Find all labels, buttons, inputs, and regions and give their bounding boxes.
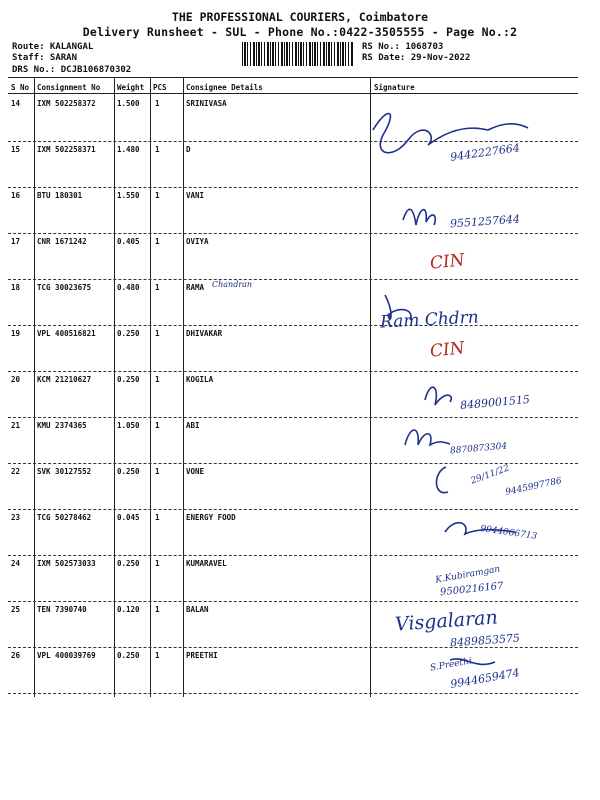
handwritten-signature: CIN xyxy=(429,250,466,274)
row-pcs: 1 xyxy=(155,375,160,384)
signature-scribble xyxy=(398,200,568,270)
col-pcs-header: PCS xyxy=(153,83,167,92)
handwritten-signature: 9551257644 xyxy=(449,212,521,231)
row-consignment: IXM 502258371 xyxy=(37,145,96,154)
row-consignment: KMU 2374365 xyxy=(37,421,87,430)
handwritten-signature: 8489001515 xyxy=(459,392,531,413)
row-weight: 0.250 xyxy=(117,651,140,660)
rs-date: RS Date: 29-Nov-2022 xyxy=(362,53,471,63)
handwritten-signature: 9445997786 xyxy=(504,476,563,498)
handwritten-signature: 9442227664 xyxy=(449,141,521,164)
header-top-rule xyxy=(8,77,578,78)
row-consignment: VPL 400039769 xyxy=(37,651,96,660)
handwritten-signature: K.Kubiramgan xyxy=(434,564,502,586)
row-pcs: 1 xyxy=(155,99,160,108)
col-signature-header: Signature xyxy=(374,83,415,92)
handwritten-signature: Visgalaran xyxy=(394,606,499,636)
row-weight: 1.500 xyxy=(117,99,140,108)
row-consignment: VPL 400516821 xyxy=(37,329,96,338)
row-pcs: 1 xyxy=(155,559,160,568)
header-bottom-rule xyxy=(8,93,578,94)
row-sno: 20 xyxy=(11,375,21,384)
handwritten-signature: 29/11/22 xyxy=(469,463,511,487)
row-sno: 14 xyxy=(11,99,21,108)
row-consignee: RAMA xyxy=(186,283,205,292)
row-sno: 22 xyxy=(11,467,21,476)
row-sno: 16 xyxy=(11,191,21,200)
row-weight: 0.045 xyxy=(117,513,140,522)
row-consignee: PREETHI xyxy=(186,651,218,660)
row-sno: 15 xyxy=(11,145,21,154)
handwritten-signature: 9500216167 xyxy=(439,580,505,599)
row-weight: 0.120 xyxy=(117,605,140,614)
row-consignment: BTU 180301 xyxy=(37,191,83,200)
row-weight: 0.250 xyxy=(117,559,140,568)
col-weight-header: Weight xyxy=(117,83,145,92)
row-weight: 0.250 xyxy=(117,467,140,476)
row-weight: 0.480 xyxy=(117,283,140,292)
row-consignee: KOGILA xyxy=(186,375,214,384)
row-consignment: TCG 30023675 xyxy=(37,283,92,292)
row-consignment: IXM 502258372 xyxy=(37,99,96,108)
row-pcs: 1 xyxy=(155,145,160,154)
row-weight: 0.405 xyxy=(117,237,140,246)
row-pcs: 1 xyxy=(155,191,160,200)
col-sno-header: S No xyxy=(11,83,30,92)
rs-number: RS No.: 1068703 xyxy=(362,42,444,52)
signature-scribble xyxy=(380,285,550,355)
row-sno: 25 xyxy=(11,605,21,614)
row-consignment: TCG 50278462 xyxy=(37,513,92,522)
handwritten-signature: 8489853575 xyxy=(449,631,521,650)
row-weight: 1.050 xyxy=(117,421,140,430)
row-pcs: 1 xyxy=(155,513,160,522)
row-pcs: 1 xyxy=(155,237,160,246)
handwritten-signature: CIN xyxy=(429,338,466,362)
signature-scribble xyxy=(440,512,600,582)
row-consignee: D xyxy=(186,145,191,154)
row-consignment: IXM 502573033 xyxy=(37,559,96,568)
row-sno: 17 xyxy=(11,237,21,246)
handwritten-signature: 8870873304 xyxy=(449,441,508,457)
row-sno: 18 xyxy=(11,283,21,292)
row-pcs: 1 xyxy=(155,329,160,338)
row-consignment: TEN 7390740 xyxy=(37,605,87,614)
staff-label: Staff: SARAN xyxy=(12,53,78,63)
row-separator xyxy=(8,371,578,372)
barcode-image xyxy=(242,42,354,66)
row-sno: 23 xyxy=(11,513,21,522)
row-weight: 1.550 xyxy=(117,191,140,200)
col-consignment-header: Consignment No xyxy=(37,83,101,92)
row-pcs: 1 xyxy=(155,651,160,660)
drs-label: DRS No.: DCJB106870302 xyxy=(12,65,132,75)
handwritten-signature: Ram Chdrn xyxy=(379,307,480,333)
row-separator xyxy=(8,601,578,602)
signature-scribble xyxy=(368,100,538,170)
row-consignee: SRINIVASA xyxy=(186,99,227,108)
row-consignment: CNR 1671242 xyxy=(37,237,87,246)
row-consignee: KUMARAVEL xyxy=(186,559,227,568)
company-title: THE PROFESSIONAL COURIERS, Coimbatore xyxy=(171,10,429,24)
row-pcs: 1 xyxy=(155,467,160,476)
row-sno: 24 xyxy=(11,559,21,568)
row-pcs: 1 xyxy=(155,421,160,430)
row-pcs: 1 xyxy=(155,283,160,292)
row-consignee: BALAN xyxy=(186,605,209,614)
row-consignment: KCM 21210627 xyxy=(37,375,92,384)
row-weight: 0.250 xyxy=(117,329,140,338)
row-pcs: 1 xyxy=(155,605,160,614)
row-consignee: ENERGY FOOD xyxy=(186,513,236,522)
row-consignee: VANI xyxy=(186,191,205,200)
row-consignment: SVK 30127552 xyxy=(37,467,92,476)
row-sno: 26 xyxy=(11,651,21,660)
handwritten-signature: S.Preethi xyxy=(429,656,473,674)
row-sno: 19 xyxy=(11,329,21,338)
row-separator xyxy=(8,647,578,648)
handwritten-signature: 9944066713 xyxy=(479,524,538,542)
row-consignee: ABI xyxy=(186,421,200,430)
row-sno: 21 xyxy=(11,421,21,430)
signature-scribble xyxy=(445,650,600,720)
row-weight: 1.480 xyxy=(117,145,140,154)
row-consignee: DHIVAKAR xyxy=(186,329,223,338)
handwritten-signature: 9944659474 xyxy=(449,666,521,691)
route-label: Route: KALANGAL xyxy=(12,42,94,52)
handwritten-note: Chandran xyxy=(212,280,253,289)
row-separator xyxy=(8,187,578,188)
col-consignee-header: Consignee Details xyxy=(186,83,263,92)
row-separator xyxy=(8,279,578,280)
row-weight: 0.250 xyxy=(117,375,140,384)
row-consignee: VONE xyxy=(186,467,205,476)
runsheet-subtitle: Delivery Runsheet - SUL - Phone No.:0422-3505555 - Page No.:2 xyxy=(82,25,518,39)
row-consignee: OVIYA xyxy=(186,237,209,246)
